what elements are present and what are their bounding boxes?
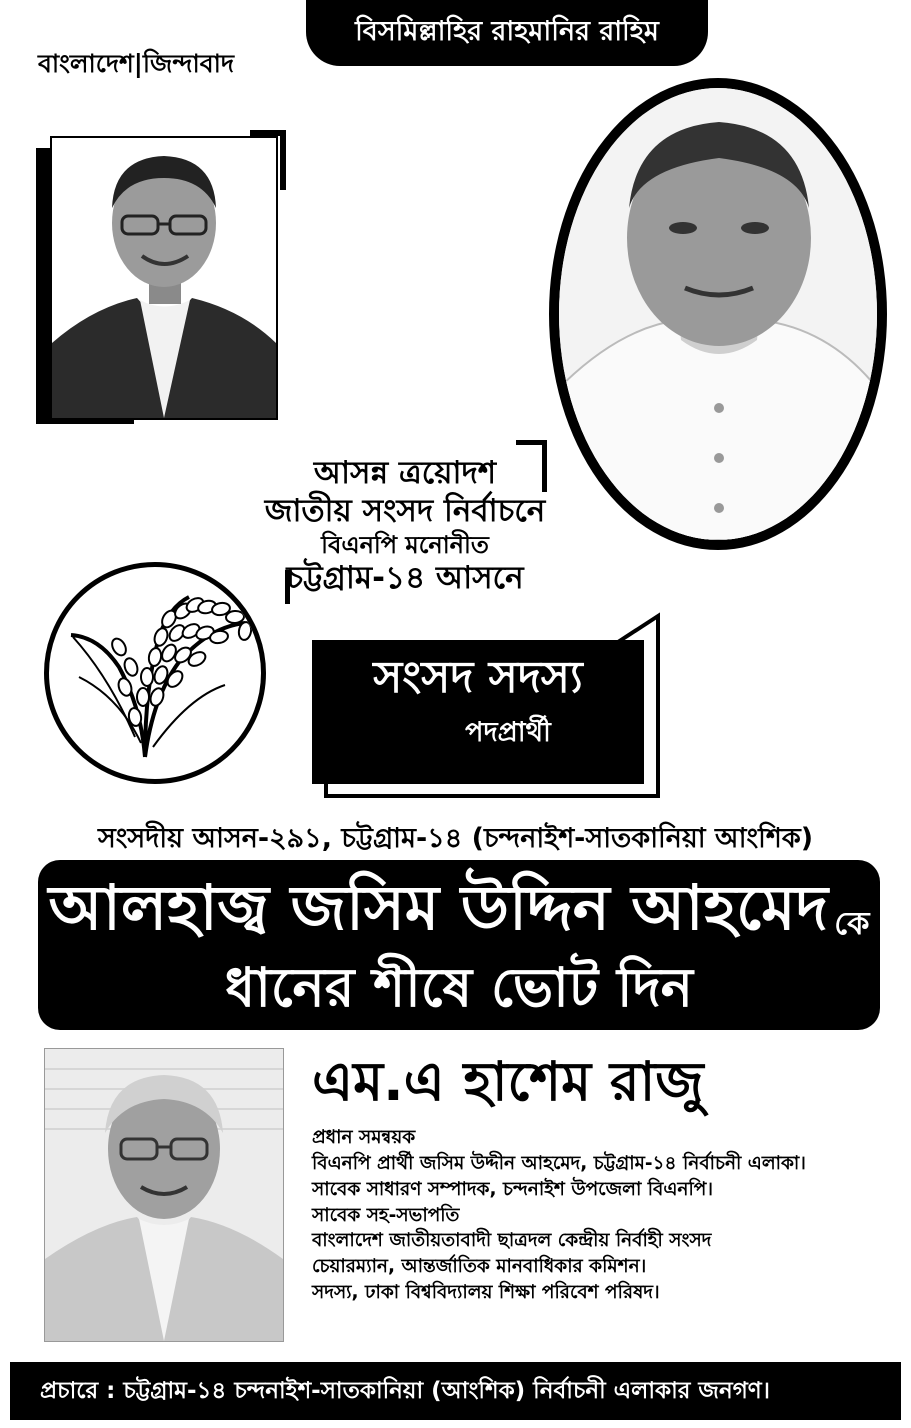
paddy-sheaf-icon bbox=[49, 567, 261, 779]
candidate-portrait bbox=[559, 88, 877, 540]
sponsor-designation-line: চেয়ারম্যান, আন্তর্জাতিক মানবাধিকার কমিশন। bbox=[312, 1256, 647, 1278]
footer-bar bbox=[10, 1362, 901, 1420]
candidate-name: আলহাজ্ব জসিম উদ্দিন আহমেদ bbox=[48, 871, 829, 944]
party-symbol bbox=[44, 562, 266, 784]
election-line-2: জাতীয় সংসদ নির্বাচনে bbox=[264, 492, 546, 529]
sponsor-portrait bbox=[45, 1049, 283, 1341]
election-line-4: চট্টগ্রাম-১৪ আসনে bbox=[286, 559, 524, 596]
sponsor-designation-line: সাবেক সহ-সভাপতি bbox=[312, 1204, 460, 1226]
vote-call-to-action: ধানের শীষে ভোট দিন bbox=[224, 955, 694, 1019]
leader-photo bbox=[50, 136, 278, 420]
sponsor-designation-line: বিএনপি প্রার্থী জসিম উদ্দীন আহমেদ, চট্টগ্রাম-১৪ নির্বাচনী এলাকা। bbox=[312, 1152, 806, 1174]
footer-text: প্রচারে : চট্টগ্রাম-১৪ চন্দনাইশ-সাতকানিয়া (আংশিক) নির্বাচনী এলাকার জনগণ। bbox=[40, 1377, 770, 1404]
sponsor-designation-line: প্রধান সমন্বয়ক bbox=[312, 1127, 416, 1148]
candidate-portrait-circle bbox=[549, 78, 887, 550]
constituency-line: সংসদীয় আসন-২৯১, চট্টগ্রাম-১৪ (চন্দনাইশ-সাতকানিয়া আংশিক) bbox=[97, 823, 814, 854]
sponsor-designation-line: বাংলাদেশ জাতীয়তাবাদী ছাত্রদল কেন্দ্রীয় নির্বাহী সংসদ bbox=[312, 1230, 712, 1252]
candidacy-subtitle: পদপ্রার্থী bbox=[465, 717, 551, 749]
top-banner bbox=[306, 0, 708, 66]
candidacy-box bbox=[312, 640, 644, 784]
candidacy-title: সংসদ সদস্য bbox=[373, 652, 583, 703]
leader-portrait bbox=[52, 138, 276, 418]
candidate-name-suffix: কে bbox=[834, 903, 870, 942]
text-bracket bbox=[516, 440, 547, 445]
sponsor-designation-line: সাবেক সাধারণ সম্পাদক, চন্দনাইশ উপজেলা বিএনপি। bbox=[312, 1178, 713, 1200]
vote-banner bbox=[38, 860, 880, 1030]
sponsor-photo bbox=[44, 1048, 284, 1342]
sponsor-name: এম.এ হাশেম রাজু bbox=[312, 1050, 704, 1113]
bismillah-text: বিসমিল্লাহির রাহমানির রাহিম bbox=[355, 15, 659, 47]
sponsor-designations bbox=[312, 1128, 902, 1309]
slogan: বাংলাদেশ|জিন্দাবাদ bbox=[38, 49, 235, 78]
election-line-3: বিএনপি মনোনীত bbox=[321, 530, 489, 559]
election-line-1: আসন্ন ত্রয়োদশ bbox=[313, 455, 497, 491]
election-announcement bbox=[240, 455, 570, 598]
leader-frame-accent bbox=[280, 130, 286, 190]
sponsor-designation-line: সদস্য, ঢাকা বিশ্ববিদ্যালয় শিক্ষা পরিবেশ পরিষদ। bbox=[312, 1282, 660, 1304]
